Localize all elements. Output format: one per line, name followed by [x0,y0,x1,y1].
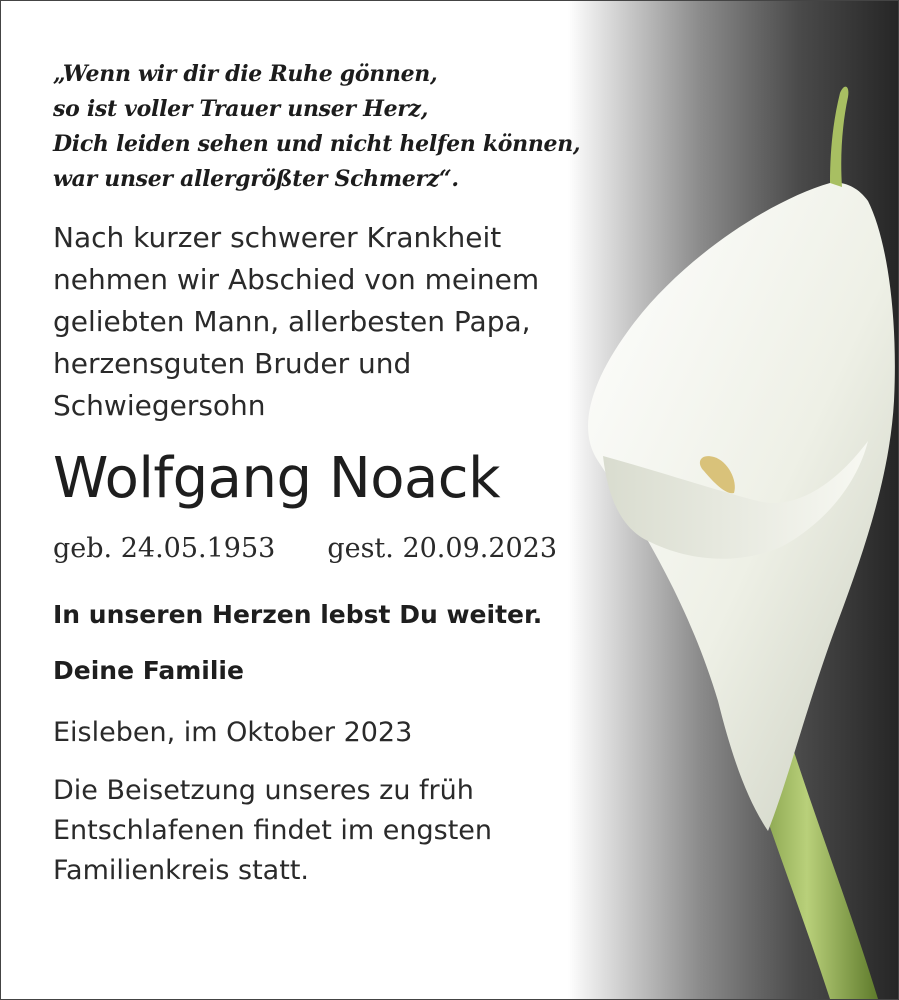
intro-line: geliebten Mann, allerbesten Papa, [53,305,531,338]
signature: Deine Familie [53,656,244,685]
intro-line: nehmen wir Abschied von meinem [53,263,540,296]
intro-line: Schwiegersohn [53,389,266,422]
burial-line: Entschlafenen findet im engsten [53,815,493,846]
quote-line: Dich leiden sehen und nicht helfen können, [53,131,581,157]
birth-date: geb. 24.05.1953 [53,533,276,564]
memorial-motto: In unseren Herzen lebst Du weiter. [53,600,543,629]
quote-line: war unser allergrößter Schmerz“. [53,166,459,192]
deceased-name: Wolfgang Noack [53,446,501,511]
quote-line: so ist voller Trauer unser Herz, [53,96,429,122]
life-dates [53,529,633,569]
obituary-text [53,57,633,891]
intro-paragraph [53,217,633,427]
burial-notice [53,771,633,891]
burial-line: Familienkreis statt. [53,855,309,886]
place-date: Eisleben, im Oktober 2023 [53,717,413,748]
death-date: gest. 20.09.2023 [327,533,558,564]
memorial-quote [53,57,633,197]
burial-line: Die Beisetzung unseres zu früh [53,775,474,806]
quote-line: „Wenn wir dir die Ruhe gönnen, [53,61,438,87]
intro-line: herzensguten Bruder und [53,347,412,380]
intro-line: Nach kurzer schwerer Krankheit [53,221,502,254]
